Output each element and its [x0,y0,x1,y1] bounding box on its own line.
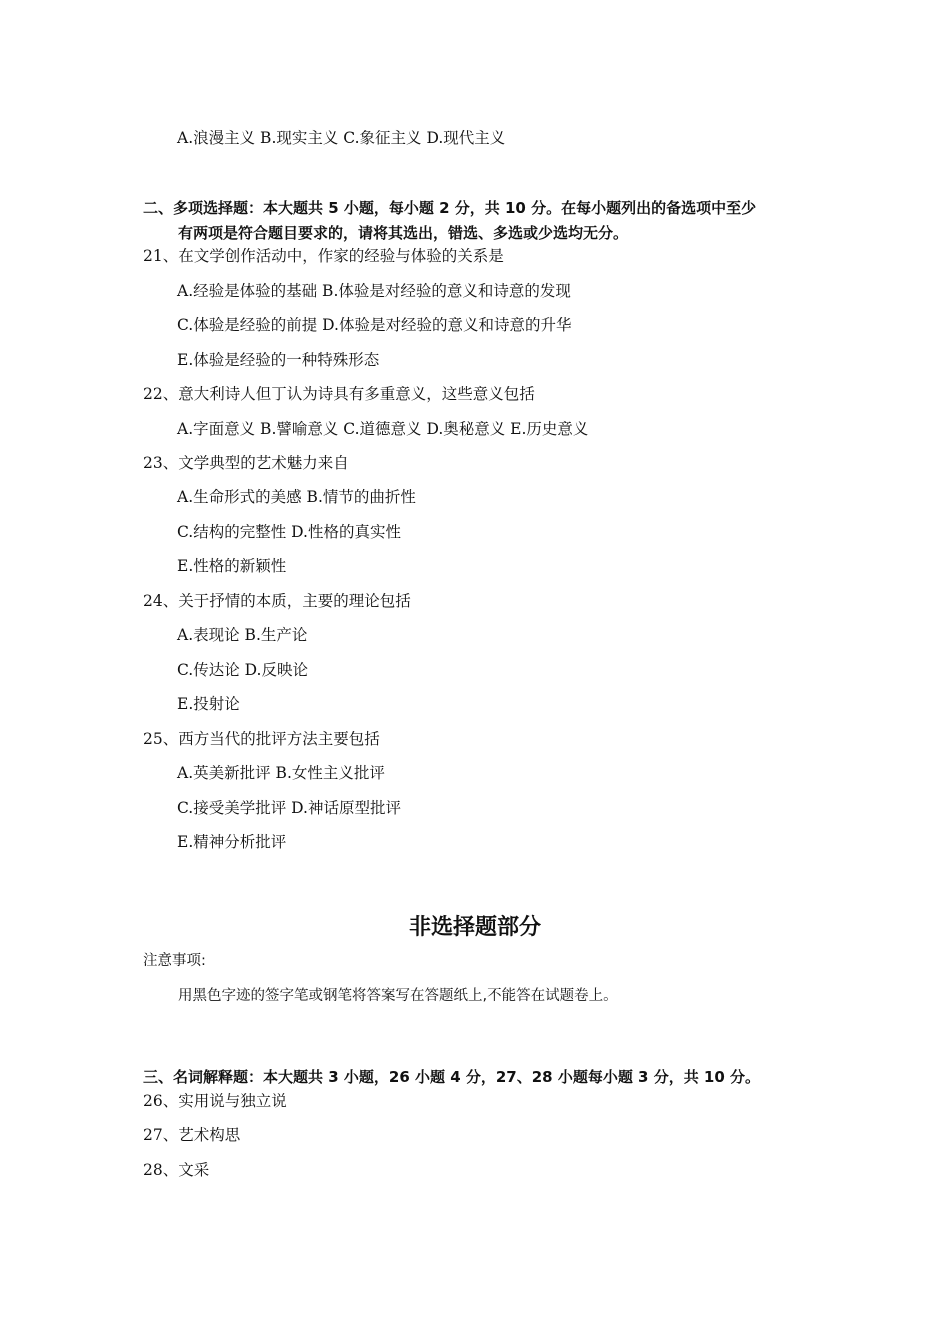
question-23-options-1: A.生命形式的美感 B.情节的曲折性 [177,488,416,506]
question-25-options-2: C.接受美学批评 D.神话原型批评 [177,799,401,817]
question-22-options-1: A.字面意义 B.譬喻意义 C.道德意义 D.奥秘意义 E.历史意义 [177,420,589,438]
question-21-options-2: C.体验是经验的前提 D.体验是对经验的意义和诗意的升华 [177,316,572,334]
question-24-stem: 24、关于抒情的本质，主要的理论包括 [143,592,411,610]
question-23-options-3: E.性格的新颖性 [177,557,287,575]
question-26: 26、实用说与独立说 [143,1092,287,1110]
notice-label: 注意事项: [143,953,206,969]
question-21-stem: 21、在文学创作活动中，作家的经验与体验的关系是 [143,247,504,265]
question-22-stem: 22、意大利诗人但丁认为诗具有多重意义，这些意义包括 [143,385,535,403]
part-title: 非选择题部分 [408,915,541,940]
question-28: 28、文采 [143,1161,210,1179]
question-25-options-1: A.英美新批评 B.女性主义批评 [177,764,385,782]
question-23-stem: 23、文学典型的艺术魅力来自 [143,454,349,472]
section2-heading-line1: 二、多项选择题：本大题共 5 小题，每小题 2 分，共 10 分。在每小题列出的备选项中至少 [143,199,757,217]
question-24-options-1: A.表现论 B.生产论 [177,626,308,644]
question-21-options-1: A.经验是体验的基础 B.体验是对经验的意义和诗意的发现 [177,282,571,300]
section2-heading-line2: 有两项是符合题目要求的，请将其选出，错选、多选或少选均无分。 [178,224,629,242]
question-25-stem: 25、西方当代的批评方法主要包括 [143,730,380,748]
question-25-options-3: E.精神分析批评 [177,833,287,851]
question-21-options-3: E.体验是经验的一种特殊形态 [177,351,380,369]
question-24-options-3: E.投射论 [177,695,240,713]
section3-heading: 三、名词解释题：本大题共 3 小题，26 小题 4 分，27、28 小题每小题 3 分，共 10 分。 [143,1068,761,1086]
question-24-options-2: C.传达论 D.反映论 [177,661,308,679]
notice-text: 用黑色字迹的签字笔或钢笔将答案写在答题纸上,不能答在试题卷上。 [178,988,618,1004]
q20-options: A.浪漫主义 B.现实主义 C.象征主义 D.现代主义 [177,129,506,147]
question-23-options-2: C.结构的完整性 D.性格的真实性 [177,523,401,541]
question-27: 27、艺术构思 [143,1126,241,1144]
